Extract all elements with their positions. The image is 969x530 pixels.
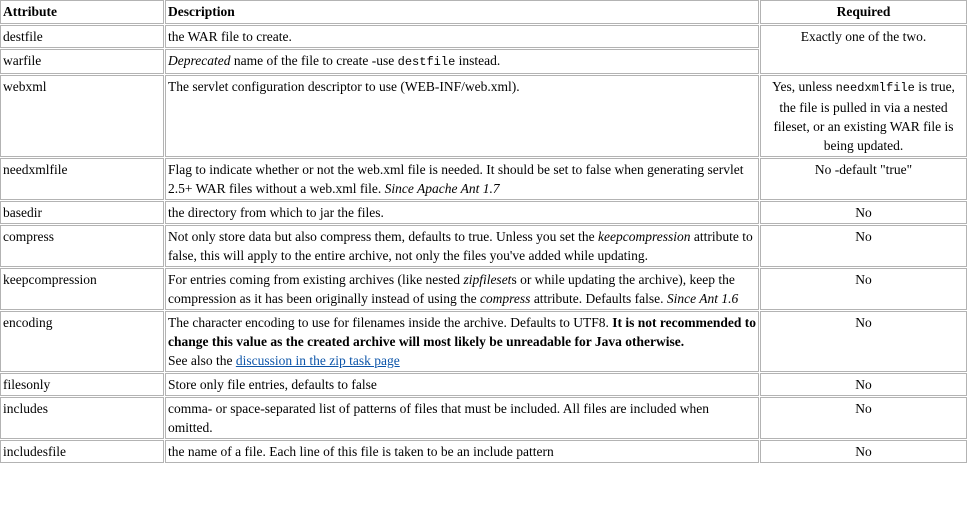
attr-name: basedir: [0, 201, 164, 224]
header-attribute: Attribute: [0, 0, 164, 24]
attr-required: No -default "true": [760, 158, 967, 200]
attr-name: warfile: [0, 49, 164, 74]
attr-required: [760, 75, 967, 157]
desc-text: attribute. Defaults false.: [530, 291, 667, 306]
attr-required: No: [760, 225, 967, 267]
req-text: is true, the file is pulled in via a nested fileset, or an existing WAR file is being updated.: [773, 79, 955, 153]
desc-text: For entries coming from existing archives (like nested: [168, 272, 464, 287]
desc-strong: It is not recommended to change this value as the created archive will most likely be unreadable for Java otherwise.: [168, 315, 756, 349]
table-row: [0, 397, 967, 439]
table-row: [0, 311, 967, 372]
attr-desc: the WAR file to create.: [165, 25, 759, 48]
desc-text: Not only store data but also compress them, defaults to true. Unless you set the: [168, 229, 599, 244]
attr-required: No: [760, 440, 967, 463]
attr-required: No: [760, 373, 967, 396]
table-row: [0, 158, 967, 200]
desc-emphasis: Since Ant 1.6: [666, 291, 739, 306]
desc-text: Flag to indicate whether or not the web.xml file is needed. It should be set to false when generating servlet 2.5+ WAR files without a web.xml file.: [168, 162, 744, 196]
table-row: [0, 75, 967, 157]
table-row: [0, 373, 967, 396]
table-row: [0, 440, 967, 463]
table-row: [0, 225, 967, 267]
desc-emphasis: keepcompression: [598, 229, 691, 244]
table-row: [0, 268, 967, 310]
attr-desc: [165, 311, 759, 372]
table-row: [0, 201, 967, 224]
attr-name: keepcompression: [0, 268, 164, 310]
attr-desc: The servlet configuration descriptor to use (WEB-INF/web.xml).: [165, 75, 759, 157]
header-row: [0, 0, 967, 24]
table-row: [0, 25, 967, 48]
desc-emphasis: Deprecated: [168, 53, 231, 68]
attr-desc: the directory from which to jar the files.: [165, 201, 759, 224]
req-code: needxmlfile: [835, 81, 915, 95]
desc-text: See also the: [168, 353, 236, 368]
attr-required: No: [760, 201, 967, 224]
attr-desc: [165, 225, 759, 267]
desc-text: s or while updating the archive), keep the compression as it has been originally instead of using the: [168, 272, 735, 306]
attr-name: encoding: [0, 311, 164, 372]
attr-name: filesonly: [0, 373, 164, 396]
attr-name: includes: [0, 397, 164, 439]
attr-name: destfile: [0, 25, 164, 48]
desc-code: destfile: [397, 55, 456, 69]
attr-desc: comma- or space-separated list of patterns of files that must be included. All files are included when omitted.: [165, 397, 759, 439]
header-required: Required: [760, 0, 967, 24]
attr-required: No: [760, 397, 967, 439]
desc-text: The character encoding to use for filenames inside the archive. Defaults to UTF8.: [168, 315, 613, 330]
attr-name: compress: [0, 225, 164, 267]
header-description: Description: [165, 0, 759, 24]
attr-desc: [165, 268, 759, 310]
desc-emphasis: compress: [479, 291, 531, 306]
attr-desc: [165, 158, 759, 200]
attr-desc: Store only file entries, defaults to false: [165, 373, 759, 396]
desc-emphasis: Since Apache Ant 1.7: [384, 181, 500, 196]
desc-text: instead.: [455, 53, 501, 68]
attr-required: No: [760, 268, 967, 310]
attr-name: webxml: [0, 75, 164, 157]
attr-name: needxmlfile: [0, 158, 164, 200]
attr-required: No: [760, 311, 967, 372]
attr-desc: [165, 49, 759, 74]
desc-text: name of the file to create -use: [230, 53, 398, 68]
zip-task-discussion-link[interactable]: discussion in the zip task page: [235, 353, 400, 368]
attr-name: includesfile: [0, 440, 164, 463]
desc-emphasis: zipfileset: [463, 272, 512, 287]
req-text: Yes, unless: [772, 79, 836, 94]
attr-required: Exactly one of the two.: [760, 25, 967, 74]
desc-text: attribute to false, this will apply to the entire archive, not only the files you've added while updating.: [168, 229, 753, 263]
attr-desc: the name of a file. Each line of this file is taken to be an include pattern: [165, 440, 759, 463]
